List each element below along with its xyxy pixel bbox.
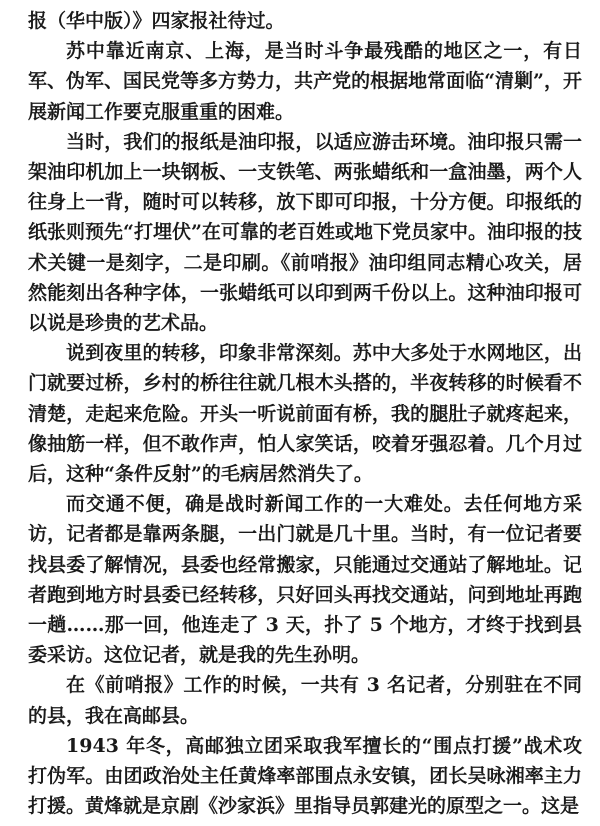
paragraph-6: 在《前哨报》工作的时候，一共有 3 名记者，分别驻在不同的县，我在高邮县。 — [28, 674, 582, 727]
paragraph-2: 苏中靠近南京、上海，是当时斗争最残酷的地区之一，有日军、伪军、国民党等多方势力，共产党的根据地常面临“清剿”，开展新闻工作要克服重重的困难。 — [28, 40, 582, 123]
paragraph-3: 当时，我们的报纸是油印报，以适应游击环境。油印报只需一架油印机加上一块钢板、一支铁笔、两张蜡纸和一盒油墨，两个人往身上一背，随时可以转移，放下即可印报，十分方便。印报纸的纸张则预先“打埋伏”在可靠的老百姓或地下党员家中。油印报的技术关键一是刻字，二是印刷。《前哨报》油印组同志精心攻关，居然能刻出各种字体，一张蜡纸可以印到两千份以上。这种油印报可以说是珍贵的艺术品。 — [28, 130, 582, 335]
paragraph-7: 1943 年冬，高邮独立团采取我军擅长的“围点打援”战术攻打伪军。由团政治处主任黄烽率部围点永安镇，团长吴咏湘率主力打援。黄烽就是京剧《沙家浜》里指导员郭建光的原型之一。这是 — [28, 734, 582, 818]
paragraph-5: 而交通不便，确是战时新闻工作的一大难处。去任何地方采访，记者都是靠两条腿，一出门就是几十里。当时，有一位记者要找县委了解情况，县委也经常搬家，只能通过交通站了解地址。记者跑到地方时县委已经转移，只好回头再找交通站，问到地址再跑一趟……那一回，他连走了 3 天，扑了 5 个地方，才终于找到县委采访。这位记者，就是我的先生孙明。 — [28, 493, 582, 667]
paragraph-4: 说到夜里的转移，印象非常深刻。苏中大多处于水网地区，出门就要过桥，乡村的桥往往就几根木头搭的，半夜转移的时候看不清楚，走起来危险。开头一听说前面有桥，我的腿肚子就疼起来，像抽筋一样，但不敢作声，怕人家笑话，咬着牙强忍着。几个月过后，这种“条件反射”的毛病居然消失了。 — [28, 342, 582, 486]
paragraph-1: 报（华中版）》四家报社待过。 — [28, 10, 285, 32]
